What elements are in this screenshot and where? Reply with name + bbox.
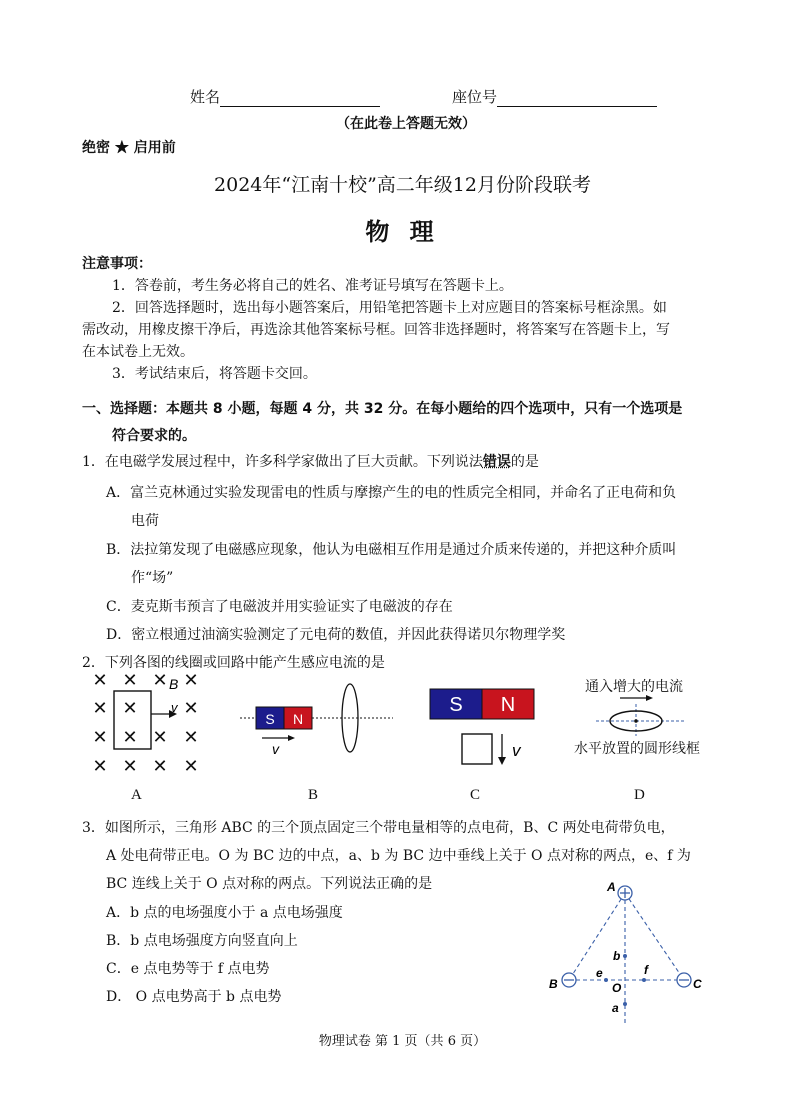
velocity-arrowhead-b: [288, 735, 295, 741]
point-e-dot: [604, 978, 608, 982]
page-footer: 物理试卷 第 1 页（共 6 页）: [318, 1034, 487, 1049]
note-2-line2: 需改动，用橡皮擦干净后，再选涂其他答案标号框。回答非选择题时，将答案写在答题卡上，写: [82, 322, 670, 338]
magnetic-field-crosses: [92, 670, 198, 776]
label-point-b: b: [613, 949, 621, 963]
field-label-b: B: [169, 676, 179, 692]
magnet-n-label-c: N: [500, 694, 516, 716]
fig-d-bottom-label: 水平放置的圆形线框: [574, 741, 700, 757]
svg-text:✕: ✕: [152, 727, 168, 747]
svg-text:✕: ✕: [152, 756, 168, 776]
svg-text:✕: ✕: [122, 727, 138, 747]
q3-option-a: A．b 点的电场强度小于 a 点电场强度: [106, 905, 343, 921]
velocity-label-b: v: [272, 741, 279, 757]
magnet-s-label: S: [265, 711, 275, 727]
svg-text:✕: ✕: [92, 698, 108, 718]
current-arrowhead: [646, 695, 653, 701]
seat-field: [452, 86, 657, 107]
name-label: 姓名: [190, 88, 221, 106]
svg-text:✕: ✕: [183, 727, 199, 747]
q2-figure-c: [428, 686, 540, 770]
center-dot: [634, 719, 638, 723]
note-2-line3: 在本试卷上无效。: [82, 344, 194, 360]
label-point-e: e: [596, 966, 603, 980]
svg-text:✕: ✕: [92, 670, 108, 690]
invalid-note: （在此卷上答题无效）: [336, 116, 476, 132]
q2-caption-a: A: [131, 787, 142, 803]
q1-stem: [82, 451, 539, 471]
q1-option-c: C．麦克斯韦预言了电磁波并用实验证实了电磁波的存在: [106, 599, 453, 615]
svg-text:✕: ✕: [92, 727, 108, 747]
note-2-line1: 2．回答选择题时，选出每小题答案后，用铅笔把答题卡上对应题目的答案标号框涂黑。如: [112, 300, 667, 316]
q3-option-d: D． O 点电势高于 b 点电势: [106, 989, 282, 1005]
q1-option-a-line2: 电荷: [131, 513, 159, 529]
q2-figure-a: [85, 668, 205, 776]
note-1: 1．答卷前，考生务必将自己的姓名、准考证号填写在答题卡上。: [112, 278, 513, 294]
q2-caption-c: C: [470, 787, 481, 803]
label-vertex-c: C: [693, 977, 702, 991]
label-point-o: O: [612, 981, 622, 995]
velocity-label-a: v: [171, 700, 178, 715]
note-3: 3．考试结束后，将答题卡交回。: [112, 366, 317, 382]
q1-option-a-line1: A．富兰克林通过实验发现雷电的性质与摩擦产生的电的性质完全相同，并命名了正电荷和负: [106, 485, 677, 501]
point-a-dot: [623, 1002, 627, 1006]
q3-option-b: B．b 点电场强度方向竖直向上: [106, 933, 298, 949]
q2-caption-b: B: [308, 787, 319, 803]
point-f-dot: [642, 978, 646, 982]
magnet-s-label-c: S: [449, 694, 463, 716]
q1-option-d: D．密立根通过油滴实验测定了元电荷的数值，并因此获得诺贝尔物理学奖: [106, 627, 566, 643]
svg-text:✕: ✕: [122, 698, 138, 718]
q1-option-b-line2: 作“场”: [131, 570, 174, 586]
point-b-dot: [623, 954, 627, 958]
q1-stem-end: 的是: [510, 454, 539, 470]
q2-caption-d: D: [634, 787, 645, 803]
svg-text:✕: ✕: [152, 670, 168, 690]
q1-stem-text: 1．在电磁学发展过程中，许多科学家做出了巨大贡献。下列说法: [82, 454, 483, 470]
side-ac: [625, 893, 684, 980]
q3-triangle-figure: [544, 876, 714, 1026]
seat-blank: [497, 90, 657, 107]
label-vertex-a: A: [607, 880, 616, 894]
svg-text:✕: ✕: [122, 756, 138, 776]
svg-text:✕: ✕: [122, 670, 138, 690]
q1-option-b-line1: B．法拉第发现了电磁感应现象，他认为电磁相互作用是通过介质来传递的，并把这种介质叫: [106, 542, 677, 558]
svg-text:✕: ✕: [183, 698, 199, 718]
name-blank: [220, 90, 380, 107]
q3-stem-line3: BC 连线上关于 O 点对称的两点。下列说法正确的是: [106, 876, 433, 892]
section-1-line2: 符合要求的。: [112, 428, 196, 444]
magnet-n-label: N: [292, 711, 304, 727]
q2-figure-b: [238, 676, 398, 772]
q1-stem-emphasis: 错误: [482, 454, 511, 470]
falling-loop: [462, 734, 492, 764]
fig-d-top-label: 通入增大的电流: [585, 679, 683, 695]
notes-heading: 注意事项：: [82, 256, 152, 272]
q2-figure-d: [592, 692, 692, 738]
q3-stem-line1: 3．如图所示，三角形 ABC 的三个顶点固定三个带电量相等的点电荷，B、C 两处电荷带负电，: [82, 820, 675, 836]
section-1-line1: 一、选择题：本题共 8 小题，每题 4 分，共 32 分。在每小题给的四个选项中，只有一个选项是: [82, 401, 683, 417]
subject-title: 物 理: [365, 217, 440, 246]
q3-stem-line2: A 处电荷带正电。O 为 BC 边的中点，a、b 为 BC 边中垂线上关于 O 点对称的两点，e、f 为: [106, 848, 691, 864]
velocity-label-c: v: [512, 741, 521, 760]
svg-text:✕: ✕: [183, 756, 199, 776]
label-point-a: a: [612, 1001, 619, 1015]
label-point-f: f: [644, 963, 648, 977]
svg-text:✕: ✕: [183, 670, 199, 690]
svg-text:✕: ✕: [92, 756, 108, 776]
label-vertex-b: B: [549, 977, 558, 991]
velocity-arrowhead-c: [498, 757, 506, 765]
secret-mark: 绝密 ★ 启用前: [82, 140, 176, 156]
exam-title: 2024年“江南十校”高二年级12月份阶段联考: [214, 174, 591, 196]
q3-option-c: C．e 点电势等于 f 点电势: [106, 961, 270, 977]
name-field: [190, 86, 380, 107]
seat-label: 座位号: [452, 88, 498, 106]
q2-stem: 2．下列各图的线圈或回路中能产生感应电流的是: [82, 655, 385, 671]
